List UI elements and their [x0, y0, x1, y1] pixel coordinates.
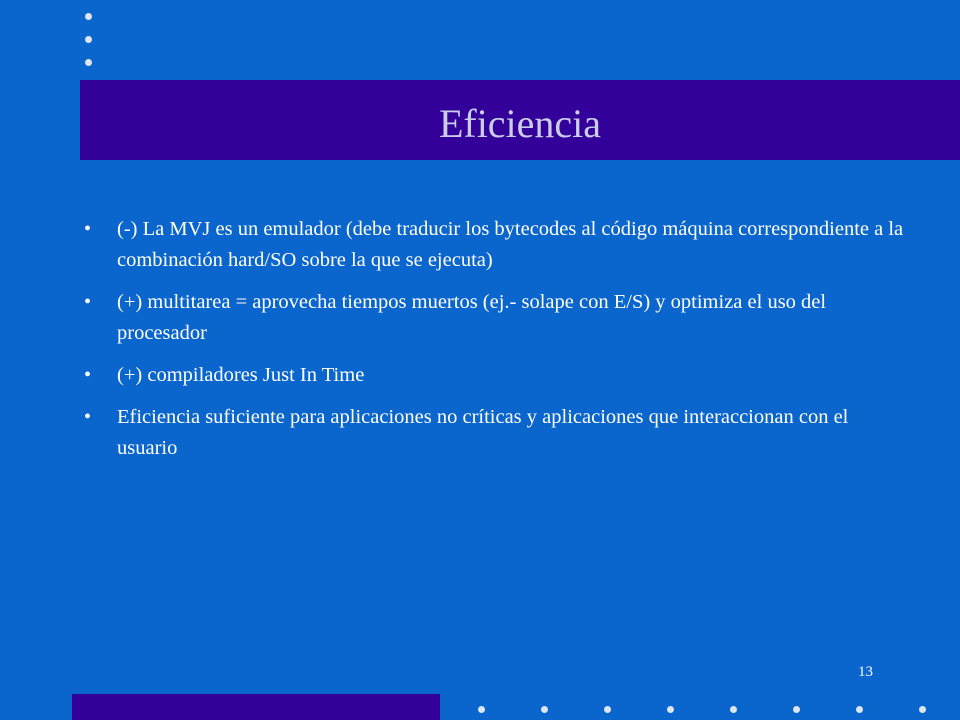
decorative-dot	[856, 706, 863, 713]
decorative-dot	[541, 706, 548, 713]
bullet-item	[84, 360, 904, 391]
footer-bar	[72, 694, 440, 720]
decorative-dot	[85, 13, 92, 20]
decorative-dot	[667, 706, 674, 713]
bullet-item	[84, 287, 904, 349]
page-number: 13	[858, 664, 873, 680]
bullet-icon: •	[84, 291, 92, 313]
bullet-text: (+) compiladores Just In Time	[117, 364, 365, 386]
bullet-icon: •	[84, 364, 92, 386]
bullet-icon: •	[84, 406, 92, 428]
bullet-text: Eficiencia suficiente para aplicaciones no críticas y aplicaciones que interaccionan con el usuario	[117, 406, 849, 459]
decorative-dot	[730, 706, 737, 713]
bullet-icon: •	[84, 218, 92, 240]
bullet-text: (+) multitarea = aprovecha tiempos muertos (ej.- solape con E/S) y optimiza el uso del procesador	[117, 291, 827, 344]
decorative-dot	[793, 706, 800, 713]
decorative-dot	[85, 36, 92, 43]
decorative-dot	[478, 706, 485, 713]
bullet-item	[84, 402, 904, 464]
bullet-item	[84, 214, 904, 276]
decorative-dot	[85, 59, 92, 66]
bullet-text: (-) La MVJ es un emulador (debe traducir los bytecodes al código máquina correspondiente a la combinación hard/SO sobre la que se ejecuta)	[117, 218, 904, 271]
decorative-dot	[919, 706, 926, 713]
bullet-list	[84, 214, 904, 475]
decorative-dot	[604, 706, 611, 713]
slide-title: Eficiencia	[438, 101, 602, 146]
